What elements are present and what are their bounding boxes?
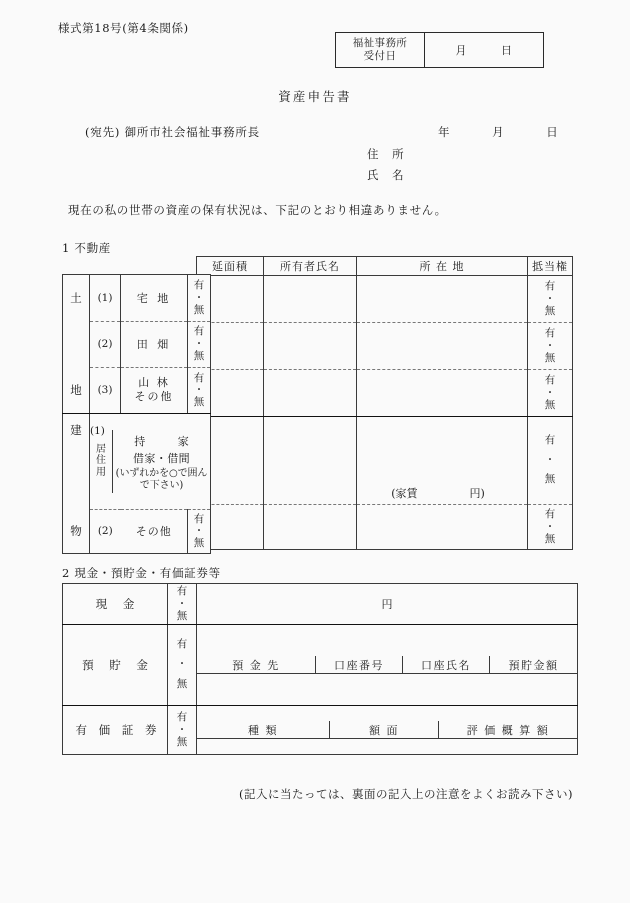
deposit-inner-table — [197, 656, 577, 674]
cell-location-land-3[interactable] — [357, 370, 528, 417]
row-kind-land-3-line2: その他 — [134, 390, 174, 404]
umu-sep: ・ — [193, 291, 205, 304]
umu-choice[interactable] — [528, 374, 572, 411]
umu-no: 無 — [193, 537, 205, 550]
securities-header-facevalue: 額 面 — [330, 721, 439, 739]
page-title: 資産申告書 — [278, 89, 352, 104]
cell-location-land-2[interactable] — [357, 323, 528, 370]
umu-sep: ・ — [544, 339, 556, 352]
group-label-land-spacer — [63, 321, 90, 367]
form-number: 様式第18号(第4条関係) — [58, 21, 189, 35]
residential-options[interactable] — [113, 430, 210, 493]
option-owned-char2: 家 — [177, 434, 189, 448]
table-row — [63, 321, 211, 367]
umu-no: 無 — [544, 473, 556, 486]
residential-side-label — [90, 430, 113, 493]
option-owned-char1: 持 — [134, 434, 146, 448]
umu-choice[interactable] — [168, 711, 196, 748]
realestate-label-table — [62, 274, 211, 554]
table-header-row — [197, 257, 573, 276]
rent-label: (家賃 — [391, 487, 418, 500]
circle-instruction-note: (いずれかを○で囲んで下さい) — [115, 467, 208, 492]
table-row — [63, 509, 211, 554]
section-1-heading: 1 不動産 — [62, 241, 111, 255]
deposit-header-account: 口座番号 — [316, 656, 403, 674]
assets-table — [62, 583, 578, 755]
addressee-line: (宛先) 御所市社会福祉事務所長 — [85, 125, 260, 139]
cell-owner-land-3[interactable] — [264, 370, 357, 417]
umu-sep: ・ — [544, 386, 556, 399]
securities-header-estimate: 評 価 概 算 額 — [439, 721, 578, 739]
row-kind-building-2: その他 — [121, 509, 188, 554]
submission-year-label: 年 — [438, 125, 451, 139]
cell-owner-building-1[interactable] — [264, 417, 357, 505]
residential-layout — [90, 430, 210, 493]
umu-yes: 有 — [544, 433, 556, 446]
securities-cell-facevalue[interactable] — [330, 739, 439, 740]
umu-yes: 有 — [544, 374, 556, 387]
receipt-date-fields[interactable] — [425, 33, 543, 67]
securities-umu[interactable] — [168, 706, 197, 755]
umu-choice[interactable] — [528, 431, 572, 491]
receipt-day-label: 日 — [501, 44, 513, 57]
umu-no: 無 — [193, 303, 205, 316]
umu-choice[interactable] — [528, 508, 572, 545]
cell-location-land-1[interactable] — [357, 276, 528, 323]
side-line-2: 住 — [96, 455, 106, 467]
cell-mortgage-land-3[interactable] — [528, 370, 573, 417]
umu-yes: 有 — [544, 508, 556, 521]
cell-owner-land-1[interactable] — [264, 276, 357, 323]
deposit-header-bank: 預 金 先 — [197, 656, 316, 674]
deposit-label: 預 貯 金 — [63, 625, 168, 706]
umu-yes: 有 — [193, 325, 205, 338]
deposit-header-amount: 預貯金額 — [490, 656, 578, 674]
umu-choice[interactable] — [528, 280, 572, 317]
securities-label: 有 価 証 券 — [63, 706, 168, 755]
umu-sep: ・ — [193, 525, 205, 538]
umu-no: 無 — [193, 396, 205, 409]
receipt-month-label: 月 — [455, 44, 467, 57]
submission-month-label: 月 — [492, 125, 505, 139]
umu-sep: ・ — [176, 723, 188, 736]
cash-label: 現 金 — [63, 584, 168, 625]
umu-choice[interactable] — [188, 325, 210, 362]
row-number-land-3: (3) — [90, 367, 121, 414]
umu-no: 無 — [544, 533, 556, 546]
header-owner: 所有者氏名 — [264, 257, 357, 276]
umu-no: 無 — [544, 352, 556, 365]
table-row — [197, 323, 573, 370]
table-row — [63, 367, 211, 414]
umu-sep: ・ — [193, 337, 205, 350]
receipt-date-label-line2: 受付日 — [363, 50, 397, 62]
receipt-date-label — [336, 33, 425, 67]
cell-mortgage-land-1[interactable] — [528, 276, 573, 323]
securities-cell-estimate[interactable] — [439, 739, 578, 740]
deposit-cell-bank[interactable] — [197, 674, 316, 675]
umu-sep: ・ — [544, 520, 556, 533]
umu-yes: 有 — [176, 711, 188, 724]
securities-grid-cell — [197, 706, 578, 755]
receipt-date-label-line1: 福祉事務所 — [352, 36, 408, 49]
umu-choice[interactable] — [528, 327, 572, 364]
umu-sep: ・ — [544, 292, 556, 305]
rent-unit: 円) — [469, 487, 485, 500]
cell-location-building-1[interactable] — [357, 417, 528, 505]
umu-sep: ・ — [544, 453, 556, 466]
cell-mortgage-building-1[interactable] — [528, 417, 573, 505]
table-row — [63, 706, 578, 755]
umu-no: 無 — [176, 677, 188, 690]
table-row — [63, 414, 211, 510]
rent-amount-field[interactable] — [357, 485, 519, 501]
umu-land-1[interactable] — [188, 275, 211, 322]
option-owned-home[interactable] — [113, 433, 210, 449]
table-row — [197, 417, 573, 505]
table-row — [197, 370, 573, 417]
header-area: 延面積 — [197, 257, 264, 276]
table-row — [63, 275, 211, 322]
row-kind-land-1: 宅 地 — [121, 275, 188, 322]
securities-inner-table — [197, 721, 577, 739]
deposit-entry-row — [197, 674, 577, 675]
group-label-land-2: 地 — [63, 367, 90, 414]
row-number-land-1: (1) — [90, 275, 121, 322]
cell-mortgage-building-2[interactable] — [528, 505, 573, 550]
applicant-address-label: 住 所 — [367, 147, 409, 161]
deposit-cell-holder[interactable] — [403, 674, 490, 675]
deposit-cell-account[interactable] — [316, 674, 403, 675]
umu-no: 無 — [193, 350, 205, 363]
header-mortgage: 抵当権 — [528, 257, 573, 276]
umu-yes: 有 — [193, 371, 205, 384]
cell-owner-building-2[interactable] — [264, 505, 357, 550]
cell-owner-land-2[interactable] — [264, 323, 357, 370]
row-number-land-2: (2) — [90, 321, 121, 367]
umu-choice[interactable] — [188, 513, 210, 550]
table-row — [197, 505, 573, 550]
umu-no: 無 — [544, 305, 556, 318]
securities-header-row — [197, 721, 577, 739]
umu-land-3[interactable] — [188, 367, 211, 414]
header-location: 所 在 地 — [357, 257, 528, 276]
deposit-umu[interactable] — [168, 625, 197, 706]
applicant-name-label: 氏 名 — [367, 168, 409, 182]
cell-location-building-2[interactable] — [357, 505, 528, 550]
cell-mortgage-land-2[interactable] — [528, 323, 573, 370]
umu-yes: 有 — [544, 280, 556, 293]
row-kind-land-2: 田 畑 — [121, 321, 188, 367]
umu-building-2[interactable] — [188, 509, 211, 554]
umu-choice[interactable] — [188, 279, 210, 316]
group-label-building-1: 建 — [63, 414, 90, 510]
row-kind-land-3 — [121, 367, 188, 414]
submission-day-label: 日 — [546, 125, 559, 139]
declaration-text: 現在の私の世帯の資産の保有状況は、下記のとおり相違ありません。 — [68, 203, 447, 217]
table-row — [63, 625, 578, 706]
cash-umu[interactable] — [168, 584, 197, 625]
umu-yes: 有 — [193, 512, 205, 525]
securities-header-type: 種 類 — [197, 721, 330, 739]
umu-choice[interactable] — [168, 635, 196, 695]
deposit-cell-amount[interactable] — [490, 674, 578, 675]
umu-choice[interactable] — [168, 585, 196, 622]
realestate-table — [193, 256, 573, 550]
group-label-building-2: 物 — [63, 509, 90, 554]
deposit-header-holder: 口座氏名 — [403, 656, 490, 674]
row-number-building-2: (2) — [90, 509, 121, 554]
umu-yes: 有 — [176, 585, 188, 598]
row-number-building-1: (1) — [90, 425, 105, 437]
footer-note: (記入に当たっては、裏面の記入上の注意をよくお読み下さい) — [239, 787, 573, 801]
umu-yes: 有 — [176, 638, 188, 651]
row-kind-land-3-line1: 山 林 — [138, 375, 170, 389]
securities-cell-type[interactable] — [197, 739, 330, 740]
table-row — [197, 276, 573, 323]
umu-yes: 有 — [193, 279, 205, 292]
umu-sep: ・ — [176, 597, 188, 610]
cash-unit: 円 — [381, 598, 393, 611]
umu-land-2[interactable] — [188, 321, 211, 367]
umu-no: 無 — [544, 399, 556, 412]
umu-yes: 有 — [544, 327, 556, 340]
deposit-header-row — [197, 656, 577, 674]
residential-side-vtext — [96, 444, 106, 479]
side-line-3: 用 — [96, 467, 106, 479]
umu-no: 無 — [176, 736, 188, 749]
umu-no: 無 — [176, 610, 188, 623]
securities-entry-row — [197, 739, 577, 740]
option-rented-home[interactable]: 借家・借間 — [133, 451, 190, 465]
side-line-1: 居 — [96, 443, 106, 455]
umu-sep: ・ — [193, 384, 205, 397]
section-2-heading: 2 現金・預貯金・有価証券等 — [62, 566, 221, 580]
building-residential-cell — [90, 414, 211, 510]
deposit-grid-cell — [197, 625, 578, 706]
umu-sep: ・ — [176, 658, 188, 671]
group-label-land-1: 土 — [63, 275, 90, 322]
cash-amount-field[interactable] — [197, 584, 578, 625]
receipt-date-box — [335, 32, 544, 68]
umu-choice[interactable] — [188, 372, 210, 409]
submission-date[interactable] — [438, 124, 558, 140]
table-row — [63, 584, 578, 625]
